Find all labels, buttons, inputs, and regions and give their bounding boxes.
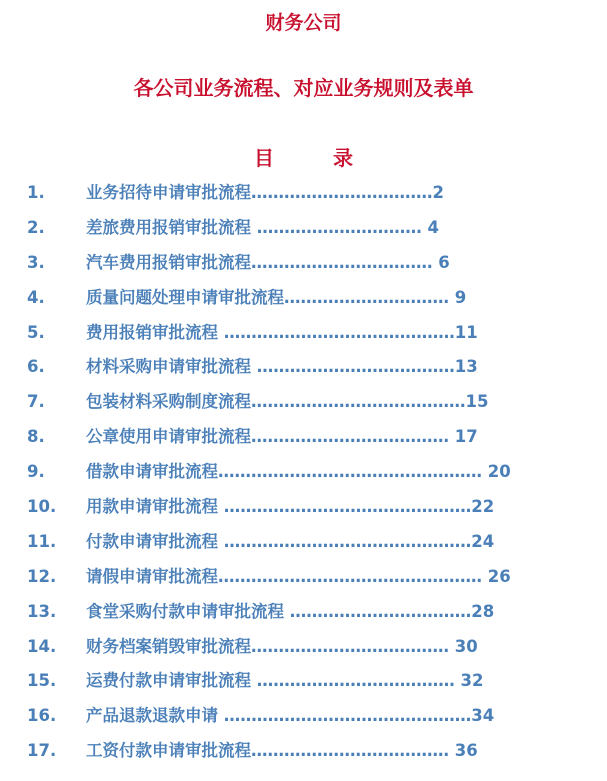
table-of-contents [0, 178, 607, 771]
toc-entry-number: 6. [27, 357, 45, 377]
toc-entry-number: 11. [27, 531, 57, 551]
toc-entry-number: 9. [27, 462, 45, 482]
toc-entry-number: 8. [27, 427, 45, 447]
toc-entry-text: 包装材料采购制度流程…………………………………15 [86, 392, 489, 412]
toc-entry[interactable] [0, 352, 607, 387]
toc-entry[interactable] [0, 632, 607, 667]
toc-entry[interactable] [0, 387, 607, 422]
toc-entry[interactable] [0, 666, 607, 701]
toc-entry-text: 运费付款申请审批流程 ……………………………… 32 [86, 671, 484, 691]
toc-entry-number: 15. [27, 671, 57, 691]
document-subtitle: 各公司业务流程、对应业务规则及表单 [133, 76, 474, 100]
toc-entry-text: 费用报销审批流程 ……………………………………11 [86, 322, 478, 342]
toc-entry[interactable] [0, 178, 607, 213]
toc-entry-number: 16. [27, 706, 57, 726]
toc-entry-number: 5. [27, 322, 45, 342]
toc-entry[interactable] [0, 701, 607, 736]
toc-entry-number: 3. [27, 252, 45, 272]
toc-entry[interactable] [0, 562, 607, 597]
toc-entry-text: 用款申请审批流程 ………………………………………22 [86, 497, 495, 517]
toc-entry-text: 业务招待申请审批流程……………………………2 [86, 183, 444, 202]
toc-entry-text: 产品退款退款申请 ………………………………………34 [86, 706, 495, 726]
toc-entry[interactable] [0, 318, 607, 353]
toc-entry-text: 汽车费用报销审批流程…………………………… 6 [86, 252, 450, 272]
toc-entry[interactable] [0, 597, 607, 632]
toc-entry-text: 公章使用申请审批流程……………………………… 17 [86, 427, 478, 447]
toc-entry-text: 借款申请审批流程………………………………………… 20 [86, 462, 511, 482]
toc-entry-text: 食堂采购付款申请审批流程 ……………………………28 [86, 601, 495, 621]
toc-entry[interactable] [0, 213, 607, 248]
toc-entry[interactable] [0, 492, 607, 527]
toc-entry-number: 7. [27, 392, 45, 412]
toc-entry-text: 付款申请审批流程 ………………………………………24 [86, 531, 495, 551]
toc-entry-number: 2. [27, 217, 45, 237]
toc-entry[interactable] [0, 527, 607, 562]
toc-entry-text: 材料采购申请审批流程 ………………………………13 [86, 357, 478, 377]
toc-entry-number: 13. [27, 601, 57, 621]
toc-entry-number: 17. [27, 741, 57, 761]
toc-entry[interactable] [0, 457, 607, 492]
toc-entry-text: 工资付款申请审批流程……………………………… 36 [86, 741, 478, 761]
toc-entry-number: 12. [27, 566, 57, 586]
toc-entry-number: 4. [27, 287, 45, 307]
toc-entry[interactable] [0, 283, 607, 318]
toc-entry-text: 质量问题处理申请审批流程………………………… 9 [86, 287, 467, 307]
company-title: 财务公司 [265, 12, 342, 34]
toc-entry[interactable] [0, 422, 607, 457]
toc-entry-text: 请假申请审批流程………………………………………… 26 [86, 566, 511, 586]
toc-entry-number: 14. [27, 636, 57, 656]
toc-entry[interactable] [0, 248, 607, 283]
toc-entry[interactable] [0, 736, 607, 771]
toc-entry-text: 财务档案销毁审批流程……………………………… 30 [86, 636, 478, 656]
toc-entry-number: 10. [27, 497, 57, 517]
toc-entry-text: 差旅费用报销审批流程 ………………………… 4 [86, 217, 439, 237]
toc-heading: 目 录 [254, 146, 379, 170]
toc-entry-number: 1. [27, 183, 45, 202]
